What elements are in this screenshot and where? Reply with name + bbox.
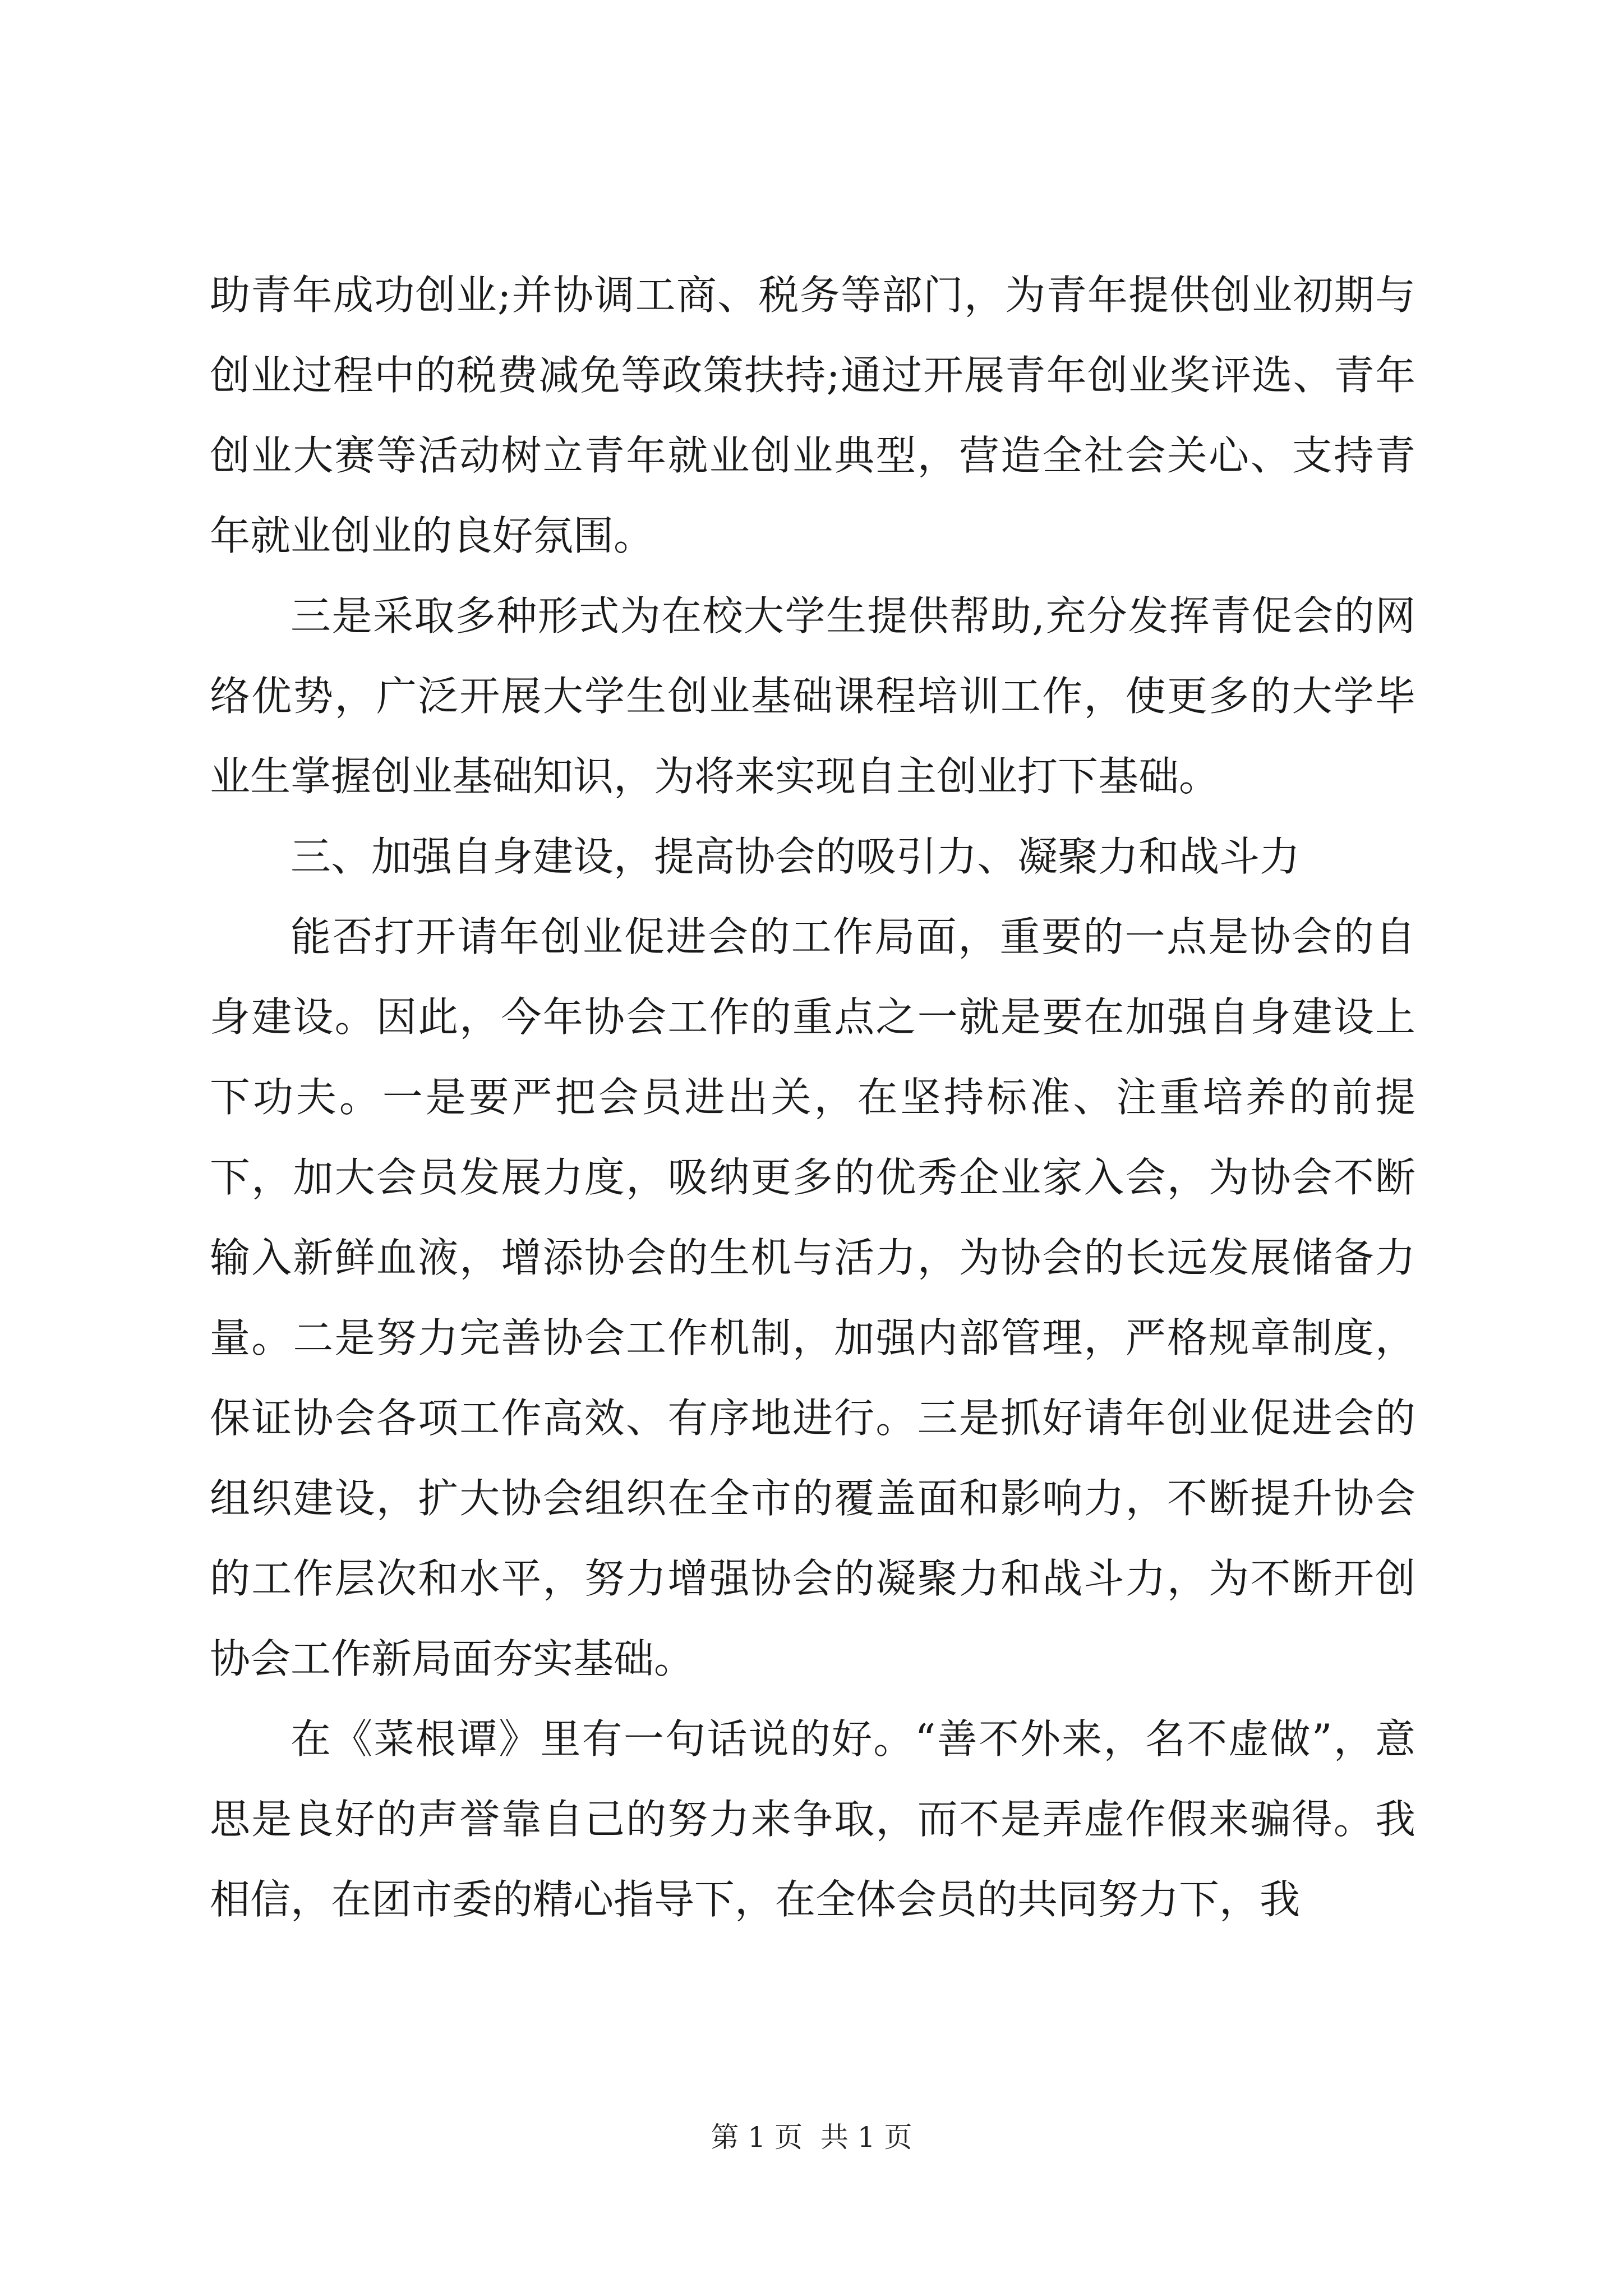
paragraph-third-point: 三是采取多种形式为在校大学生提供帮助,充分发挥青促会的网络优势，广泛开展大学生创业基础课程培训工作，使更多的大学毕业生掌握创业基础知识，为将来实现自主创业打下基础。 — [210, 592, 1415, 800]
document-body — [210, 255, 1415, 1940]
paragraph-continued: 助青年成功创业;并协调工商、税务等部门，为青年提供创业初期与创业过程中的税费减免等政策扶持;通过开展青年创业奖评选、青年创业大赛等活动树立青年就业创业典型，营造全社会关心、支持青年就业创业的良好氛围。 — [210, 272, 1415, 559]
section-heading: 三、加强自身建设，提高协会的吸引力、凝聚力和战斗力 — [291, 833, 1301, 880]
paragraph-closing: 在《菜根谭》里有一句话说的好。“善不外来，名不虚做”，意思是良好的声誉靠自己的努力来争取，而不是弄虚作假来骗得。我相信，在团市委的精心指导下，在全体会员的共同努力下，我 — [210, 1715, 1415, 1923]
paragraph-self-construction: 能否打开请年创业促进会的工作局面，重要的一点是协会的自身建设。因此，今年协会工作的重点之一就是要在加强自身建设上下功夫。一是要严把会员进出关，在坚持标准、注重培养的前提下，加大会员发展力度，吸纳更多的优秀企业家入会，为协会不断输入新鲜血液，增添协会的生机与活力，为协会的长远发展储备力量。二是努力完善协会工作机制，加强内部管理，严格规章制度，保证协会各项工作高效、有序地进行。三是抓好请年创业促进会的组织建设，扩大协会组织在全市的覆盖面和影响力，不断提升协会的工作层次和水平，努力增强协会的凝聚力和战斗力，为不断开创协会工作新局面夯实基础。 — [210, 913, 1415, 1682]
page-footer — [0, 2115, 1623, 2155]
page-number: 第 1 页 共 1 页 — [711, 2121, 912, 2154]
